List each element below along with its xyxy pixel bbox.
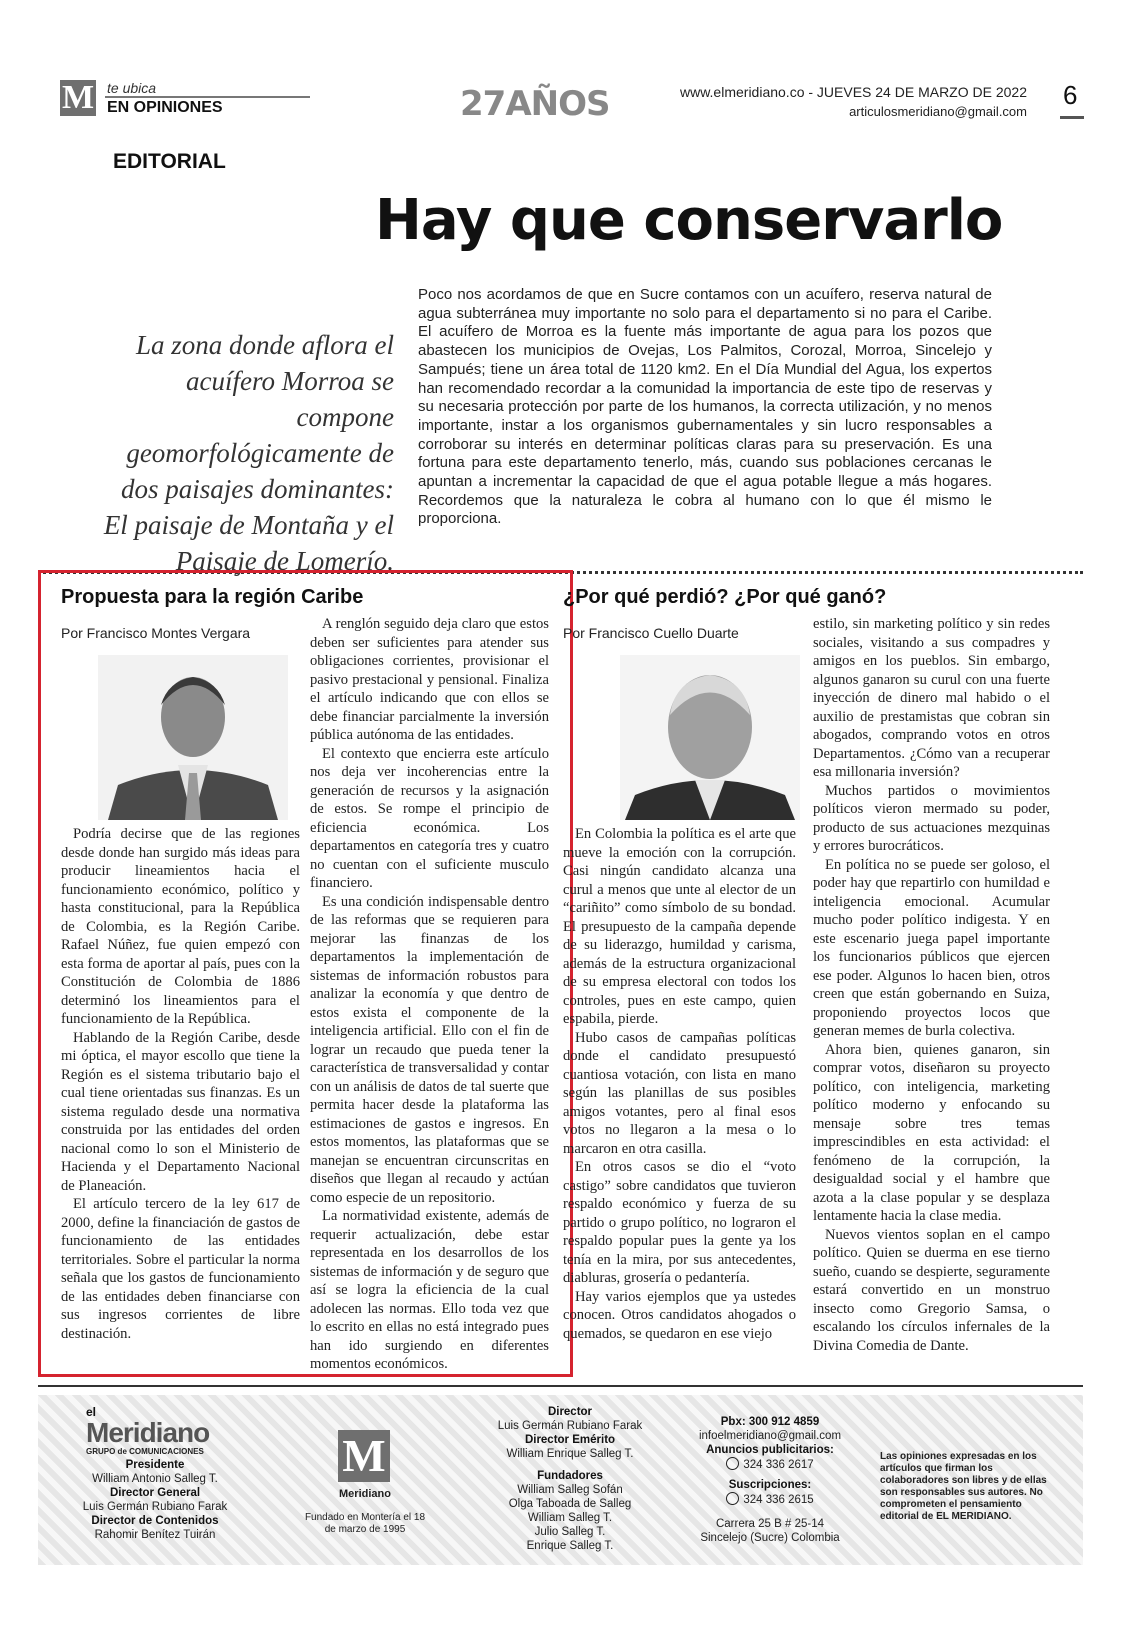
editorial-body: Poco nos acordamos de que en Sucre contamos con un acuífero, reserva natural de agua subterránea muy importante no solo para el departamento si no para el Caribe. El acuífero de Morroa es la fuente más importante de agua para los pozos que abastecen los municipios de Ovejas, Los Palmitos, Corozal, Morroa, Sincelejo y Sampués; tiene un área total de 1120 km2. En el Día Mundial del Agua, los expertos han recomendado recordar a la comunidad la importancia de este tipo de reservas y su necesaria protección por parte de los humanos, la correcta utilización, y no menos importante, instar a los organismos gubernamentales y sin lucro responsables a corroborar su interés en determinar políticas claras para su preservación. Es una fortuna para este departamento tenerlo, más, cuando sus poblaciones cercanas le apuntan a incrementar la capacidad de que el agua potable llegue a más hogares. Recordemos que la naturaleza le cobra al humano con lo que él mismo le proporciona. — [418, 286, 992, 528]
article-column — [563, 825, 796, 1343]
article-column — [813, 615, 1050, 1355]
staff-label: Director General — [109, 1487, 201, 1499]
paragraph: Hay varios ejemplos que ya ustedes conocen. Otros candidatos ahogados o quemados, se quedaron en ese viejo — [563, 1288, 796, 1342]
pbx: Pbx: 300 912 4859 — [720, 1416, 820, 1428]
staff-name: William Salleg T. — [527, 1512, 613, 1524]
footer-disclaimer: Las opiniones expresadas en los artículos que firman los colaboradores son libres y de ellas son responsables sus autores. No comprometen el pensamiento editorial de EL MERIDIANO. — [880, 1451, 1047, 1522]
footer-staff-left — [60, 1458, 250, 1542]
author-photo — [98, 655, 288, 820]
editorial-headline: Hay que conservarlo — [375, 188, 1003, 253]
anniversary-logo: 27AÑOS — [460, 84, 610, 124]
logo-name: Meridiano — [86, 1417, 210, 1448]
paragraph: Podría decirse que de las regiones desde donde han surgido más ideas para producir lineamientos hacia el funcionamiento económico, político y hasta constitucional, para la República de Colombia, es la Región Caribe. Rafael Núñez, fue quien empezó con esta forma de aportar al país, pues con la Constitución de Colombia de 1886 determinó los lineamientos para el funcionamiento de la República. — [61, 826, 300, 1027]
article-column — [310, 615, 549, 1374]
contact-phone: 324 336 2615 — [743, 1494, 814, 1506]
brand-divider — [105, 96, 310, 98]
staff-name: Julio Salleg T. — [534, 1526, 606, 1538]
contact-phone: 324 336 2617 — [743, 1459, 814, 1471]
info-email: infoelmeridiano@gmail.com — [698, 1430, 842, 1442]
paragraph: Hubo casos de campañas políticas donde el candidato presupuestó cuantiosa votación, con lista en mano según las planillas de sus posibles amigos votantes, pero al final esos votos no llegaron a la mesa o lo marcaron en otra casilla. — [563, 1029, 796, 1157]
contact-label: Suscripciones: — [728, 1479, 812, 1491]
staff-name: Rahomir Benítez Tuirán — [94, 1529, 216, 1541]
paragraph: Ahora bien, quienes ganaron, sin comprar votos, diseñaron su proyecto político, con inteligencia, marketing político moderno y enfocando su mensaje sobre tres temas imprescindibles en esta actividad: el fenómeno de la corrupción, la desigualdad social y el hambre que azota a la clase popular y se desplaza lentamente hacia la clase media. — [813, 1041, 1050, 1224]
staff-name: William Antonio Salleg T. — [92, 1473, 218, 1485]
staff-label: Director — [547, 1406, 593, 1418]
editorial-pullquote: La zona donde aflora el acuífero Morroa se compone geomorfológicamente de dos paisajes dominantes: El paisaje de Montaña y el Paisaje de Lomerío. — [103, 330, 394, 576]
staff-name: Luis Germán Rubiano Farak — [82, 1501, 228, 1513]
article-title: Propuesta para la región Caribe — [61, 586, 364, 608]
paragraph: En Colombia la política es el arte que mueve la emoción con la corrupción. Casi ningún candidato alcanza una curul a menos que unte al elector de un “cariñito” como símbolo de su bondad. El presupuesto de la campaña depende de su liderazgo, humildad y carisma, además de la estructura organizacional de su empresa electoral con todos los controles, pues en este campo, quien espabila, pierde. — [563, 826, 796, 1027]
brand-tagline: te ubica — [107, 80, 157, 96]
staff-name: Enrique Salleg T. — [526, 1540, 614, 1552]
address-line: Sincelejo (Sucre) Colombia — [700, 1532, 840, 1544]
staff-name: William Salleg Sofán — [517, 1484, 623, 1496]
whatsapp-icon — [726, 1492, 739, 1505]
staff-name: Luis Germán Rubiano Farak — [497, 1420, 643, 1432]
whatsapp-icon — [726, 1457, 739, 1470]
paragraph: El artículo tercero de la ley 617 de 2000, define la financiación de gastos de funcionamiento de las entidades territoriales. Sobre el particular la norma señala que los gastos de funcionamiento de las entidades deben financiarse con sus ingresos corrientes de libre destinación. — [61, 1196, 300, 1342]
staff-label: Fundadores — [537, 1470, 603, 1482]
masthead-logo: M — [61, 79, 95, 116]
logo-el: el — [86, 1405, 97, 1419]
footer-m-logo: M — [338, 1430, 390, 1482]
address-line: Carrera 25 B # 25-14 — [715, 1518, 825, 1530]
page-number: 6 — [1063, 80, 1078, 110]
section-brand: EN OPINIONES — [107, 99, 223, 116]
page-number-underline — [1060, 116, 1084, 119]
paragraph: Muchos partidos o movimientos políticos vieron mermado su poder, producto de sus actuaciones mezquinas y errores burocráticos. — [813, 782, 1050, 854]
staff-name: William Enrique Salleg T. — [506, 1448, 634, 1460]
paragraph: Nuevos vientos soplan en el campo político. Quien se duerma en ese tierno sueño, cuando se despierte, seguramente estará convertido en un monstruo insecto como Gregorio Samsa, o escalando los círculos infernales de la Divina Comedia de Dante. — [813, 1226, 1050, 1354]
article-column — [61, 825, 300, 1343]
paragraph: En política no se puede ser goloso, el poder hay que repartirlo con humildad e inteligencia emocional. Acumular mucho poder político indigesta. Y en este escenario juega papel importante los funcionarios públicos que ejercen ese poder. Algunos lo hacen bien, otros creen que están gobernando en Suiza, proponiendo proyectos locos que generan memes de burla colectiva. — [813, 856, 1050, 1039]
section-label: EDITORIAL — [113, 150, 226, 173]
staff-label: Director de Contenidos — [91, 1515, 219, 1527]
logo-group: GRUPO de COMUNICACIONES — [86, 1447, 204, 1456]
footer-staff-center — [470, 1405, 670, 1553]
author-portrait-icon — [98, 655, 288, 820]
author-portrait-icon — [620, 655, 800, 820]
staff-label: Director Emérito — [524, 1434, 616, 1446]
article-byline: Por Francisco Cuello Duarte — [563, 625, 739, 641]
staff-name: Olga Taboada de Salleg — [508, 1498, 632, 1510]
footer-divider — [38, 1385, 1083, 1387]
paragraph: En otros casos se dio el “voto castigo” sobre candidatos que tuvieron respaldo económico y fuerza de su partido o grupo político, no lograron el respaldo popular pues la gente ya los tenía en la mira, por sus antecedentes, diabluras, grosería o pedantería. — [563, 1159, 796, 1286]
contact-email: articulosmeridiano@gmail.com — [849, 104, 1027, 119]
paragraph: Es una condición indispensable dentro de las reformas que se requieren para mejorar las finanzas de los departamentos la implementación de sistemas de información robustos para analizar la economía y que dentro de estos exista el componente de la inteligencia artificial. Ello con el fin de lograr un recaudo que pueda tener la característica de transversalidad y contar con un análisis de datos de tal suerte que permita hacer desde la plataforma las estimaciones de gastos e ingresos. En estos momentos, las plataformas que se manejan se encuentran circunscritas en diseños que llegan al recaudo y actúan como especie de un repositorio. — [310, 893, 549, 1206]
footer-contact — [670, 1415, 870, 1545]
paragraph: El contexto que encierra este artículo nos deja ver incoherencias entre la generación de recursos y la asignación de estos. Se rompe el principio de eficiencia económica. Los departamentos en categoría tres y cuatro no cuentan con el suficiente musculo financiero. — [310, 745, 549, 891]
footer-logo — [86, 1405, 209, 1456]
author-photo — [620, 655, 800, 820]
site-and-date: www.elmeridiano.co - JUEVES 24 DE MARZO DE 2022 — [679, 84, 1027, 100]
staff-label: Presidente — [125, 1459, 185, 1471]
footer-m-logo-name: Meridiano — [339, 1488, 391, 1500]
contact-label: Anuncios publicitarios: — [706, 1444, 834, 1456]
paragraph: La normatividad existente, además de requerir actualización, debe estar representada en los desarrollos de los sistemas de información y de seguro que así se logra la eficiencia de la cual adolecen las normas. Ello toda vez que lo escrito en ellas no está integrado pues han ido surgiendo en diferentes momentos económicos. — [310, 1208, 549, 1372]
paragraph: Hablando de la Región Caribe, desde mi óptica, el mayor escollo que tiene la Región es el sistema tributario bajo el cual tiene orientadas sus finanzas. Es un sistema regulado desde una normativa construida por las entidades del orden nacional como lo son el Ministerio de Hacienda y el Departamento Nacional de Planeación. — [61, 1029, 300, 1194]
paragraph: A renglón seguido deja claro que estos deben ser suficientes para atender sus obligaciones corrientes, provisionar el pasivo prestacional y pensional. Finaliza el artículo indicando que con ellos se debe financiar parcialmente la inversión pública autónoma de las entidades. — [310, 616, 549, 743]
article-byline: Por Francisco Montes Vergara — [61, 625, 251, 641]
paragraph: estilo, sin marketing político y sin redes sociales, visitando a sus compadres y amigos en los pueblos. Sin embargo, algunos ganaron su curul con una fuerte inyección de dinero mal habido o el auxilio de prestamistas que cobran sin abogados, comprando votos en otros Departamentos. ¿Cómo van a recuperar esa millonaria inversión? — [813, 616, 1050, 780]
article-title: ¿Por qué perdió? ¿Por qué ganó? — [563, 586, 887, 608]
founded-note: Fundado en Montería el 18 de marzo de 1995 — [304, 1512, 426, 1535]
